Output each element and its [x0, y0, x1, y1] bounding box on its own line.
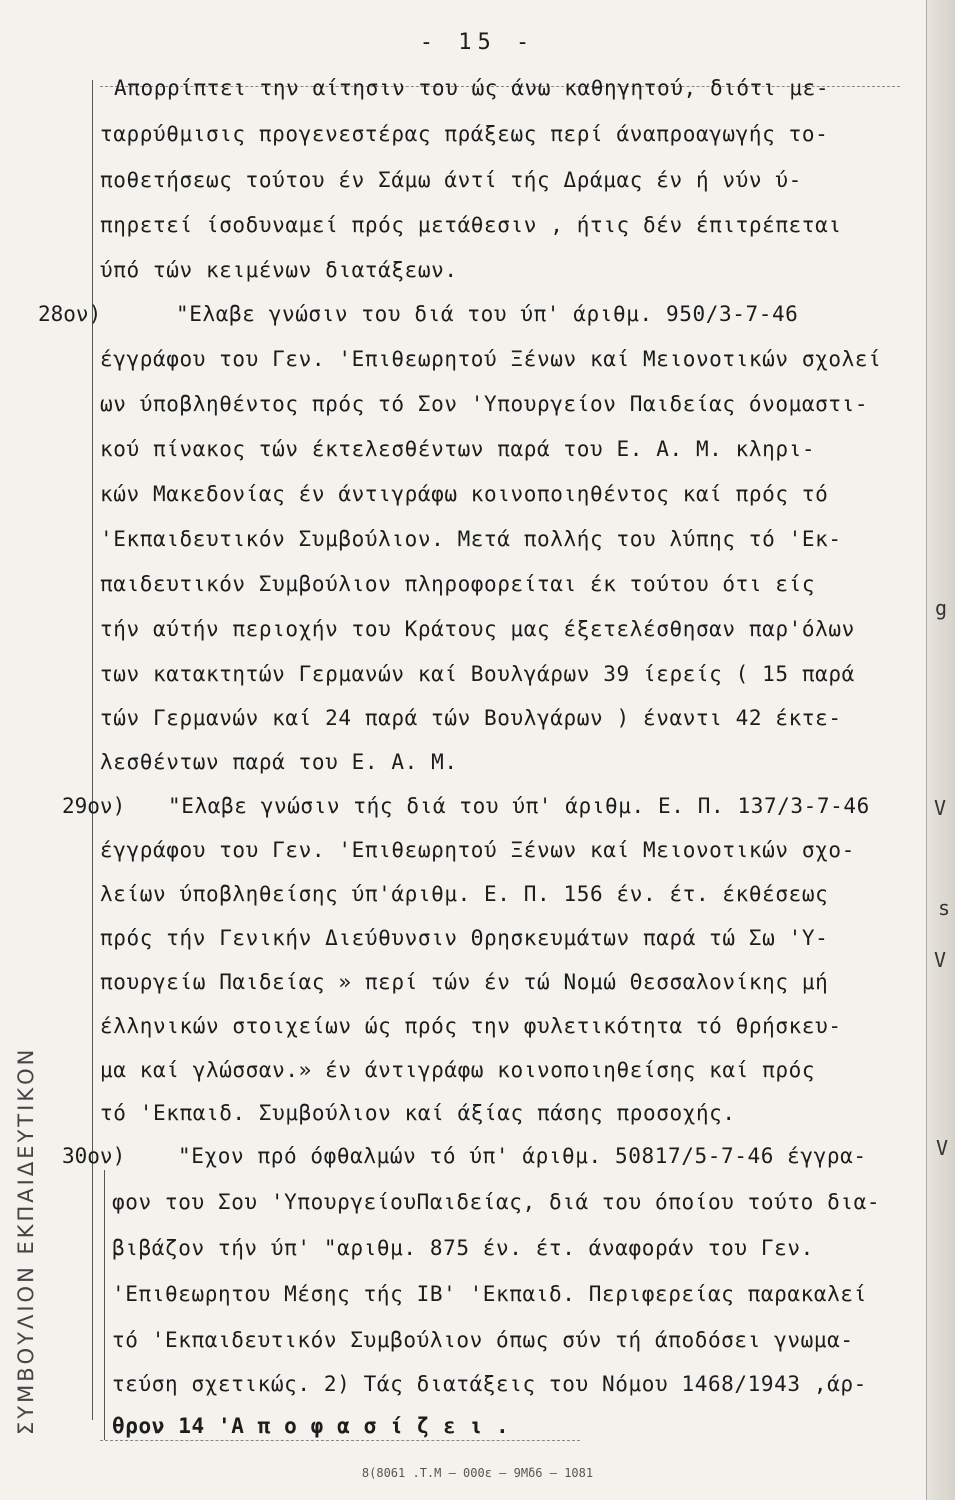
text-line: τό 'Εκπαιδευτικόν Συμβούλιον όπως σύν τή άποδόσει γνωμα- — [112, 1328, 854, 1352]
margin-stamp: ΣΥΜΒΟΥΛΙΟΝ ΕΚΠΑΙΔΕΥΤΙΚΟΝ — [14, 1046, 38, 1435]
item-number: 30ον) — [62, 1144, 126, 1168]
text-line: βιβάζον τήν ύπ' "αριθμ. 875 έν. έτ. άναφοράν του Γεν. — [112, 1236, 814, 1260]
text-line: έγγράφου του Γεν. 'Επιθεωρητού Ξένων καί Μειονοτικών σχο- — [100, 838, 855, 862]
page-number: - 15 - — [419, 30, 536, 55]
text-line: τών Γερμανών καί 24 παρά τών Βουλγάρων ) έναντι 42 έκτε- — [100, 706, 842, 730]
edge-mark: V — [936, 1136, 949, 1160]
edge-mark: V — [934, 796, 947, 820]
text-line: πηρετεί ίσοδυναμεί πρός μετάθεσιν , ήτις δέν έπιτρέπεται — [100, 213, 842, 237]
text-line: έλληνικών στοιχείων ώς πρός την φυλετικότητα τό θρήσκευ- — [100, 1014, 842, 1038]
text-line: τό 'Εκπαιδ. Συμβούλιον καί άξίας πάσης προσοχής. — [100, 1101, 736, 1125]
margin-rule — [92, 80, 93, 1420]
text-line: πουργείω Παιδείας » περί τών έν τώ Νομώ Θεσσαλονίκης μή — [100, 970, 829, 994]
text-line: μα καί γλώσσαν.» έν άντιγράφω κοινοποιηθείσης καί πρός — [100, 1058, 816, 1082]
text-line: λεσθέντων παρά του Ε. Α. Μ. — [100, 750, 458, 774]
text-line: των κατακτητών Γερμανών καί Βουλγάρων 39 ίερείς ( 15 παρά — [100, 662, 855, 686]
margin-rule — [104, 1170, 105, 1440]
footer-print-code: 8(8061 .Τ.Μ — 000ε — 9Μδ6 — 1081 — [361, 1466, 594, 1480]
edge-mark: V — [934, 948, 947, 972]
text-line: 'Επιθεωρητου Μέσης τής ΙΒ' 'Εκπαιδ. Περιφερείας παρακαλεί — [112, 1282, 867, 1306]
text-line: ων ύποβληθέντος πρός τό Σον 'Υπουργείον Παιδείας όνομαστι- — [100, 392, 869, 416]
text-line: 'Εκπαιδευτικόν Συμβούλιον. Μετά πολλής του λύπης τό 'Εκ- — [100, 527, 842, 551]
text-line: τήν αύτήν περιοχήν του Κράτους μας έξετελέσθησαν παρ'όλων — [100, 617, 855, 641]
text-line: Απορρίπτει την αίτησιν του ώς άνω καθηγητού, διότι με- — [114, 76, 830, 100]
text-line: φον του Σου 'ΥπουργείουΠαιδείας, διά του όποίου τούτο δια- — [112, 1190, 881, 1214]
text-line: έγγράφου του Γεν. 'Επιθεωρητού Ξένων καί Μειονοτικών σχολεί — [100, 347, 882, 371]
text-line: παιδευτικόν Συμβούλιον πληροφορείται έκ τούτου ότι είς — [100, 572, 816, 596]
text-line: ταρρύθμισις προγενεστέρας πράξεως περί άναπροαγωγής το- — [100, 122, 829, 146]
text-line: πρός τήν Γενικήν Διεύθυνσιν Θρησκευμάτων παρά τώ Σω 'Υ- — [100, 926, 829, 950]
item-number: 29ον) — [62, 794, 126, 818]
edge-mark: g — [935, 596, 948, 620]
divider — [100, 1440, 580, 1441]
text-line: κών Μακεδονίας έν άντιγράφω κοινοποιηθέντος καί πρός τό — [100, 482, 829, 506]
text-line: "Ελαβε γνώσιν του διά του ύπ' άριθμ. 950/3-7-46 — [176, 302, 799, 326]
text-line: θρον 14 'Α π ο φ α σ ί ζ ε ι . — [112, 1414, 510, 1438]
text-line: τεύση σχετικώς. 2) Τάς διατάξεις του Νόμου 1468/1943 ,άρ- — [112, 1372, 867, 1396]
text-line: ποθετήσεως τούτου έν Σάμω άντί τής Δράμας έν ή νύν ύ- — [100, 168, 802, 192]
edge-mark: s — [938, 896, 951, 920]
text-line: κού πίνακος τών έκτελεσθέντων παρά του Ε. Α. Μ. κληρι- — [100, 437, 816, 461]
page-edge — [926, 0, 955, 1500]
item-number: 28ον) — [38, 302, 102, 326]
text-line: "Εχον πρό όφθαλμών τό ύπ' άριθμ. 50817/5-7-46 έγγρα- — [178, 1144, 867, 1168]
text-line: λείων ύποβληθείσης ύπ'άριθμ. Ε. Π. 156 έν. έτ. έκθέσεως — [100, 882, 829, 906]
text-line: ύπό τών κειμένων διατάξεων. — [100, 258, 458, 282]
text-line: "Ελαβε γνώσιν τής διά του ύπ' άριθμ. Ε. Π. 137/3-7-46 — [168, 794, 870, 818]
